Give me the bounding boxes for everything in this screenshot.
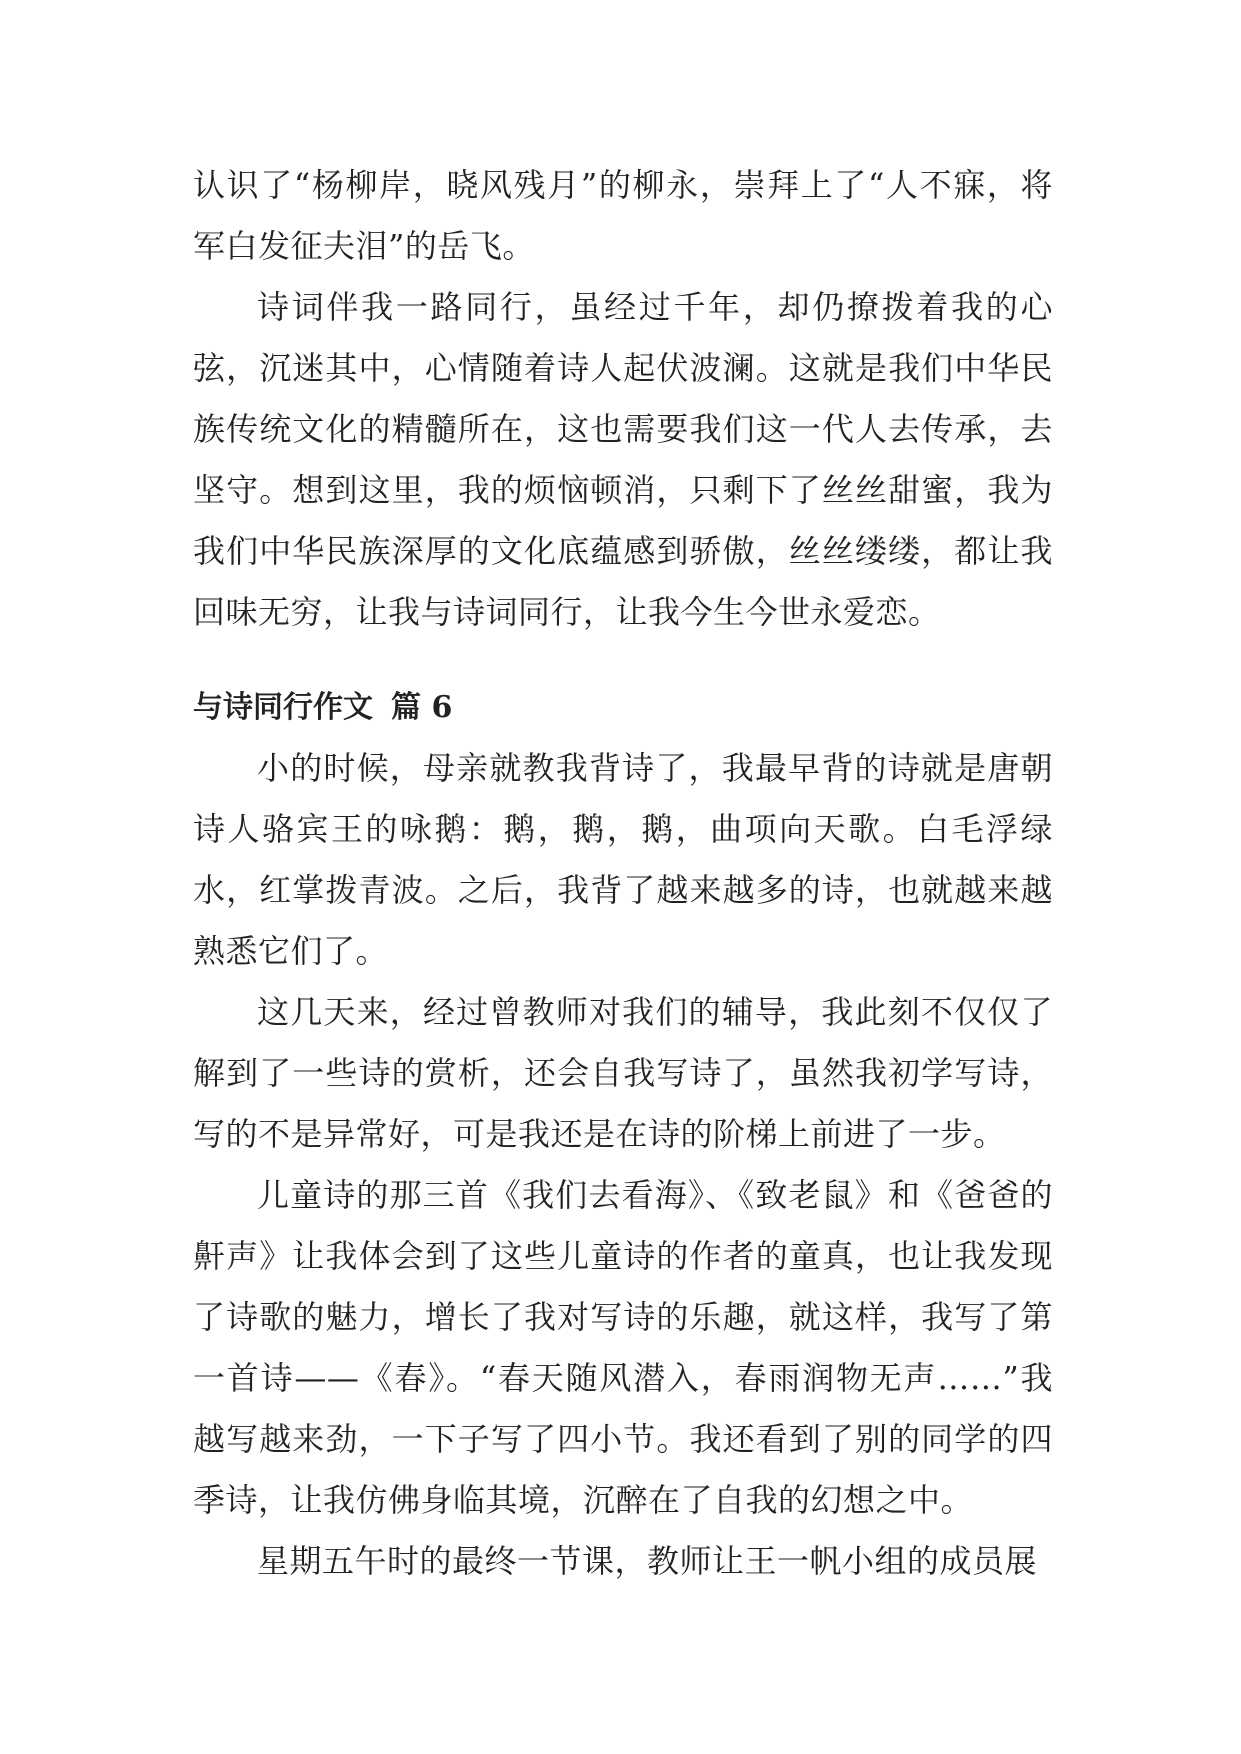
- paragraph: 儿童诗的那三首《我们去看海》、《致老鼠》和《爸爸的鼾声》让我体会到了这些儿童诗的作者的童真，也让我发现了诗歌的魅力，增长了我对写诗的乐趣，就这样，我写了第一首诗——《春》。“春天随风潜入，春雨润物无声……”我越写越来劲，一下子写了四小节。我还看到了别的同学的四季诗，让我仿佛身临其境，沉醉在了自我的幻想之中。: [193, 1176, 1053, 1519]
- paragraph-truncated: 星期五午时的最终一节课，教师让王一帆小组的成员展: [257, 1542, 1038, 1580]
- paragraph: 诗词伴我一路同行，虽经过千年，却仍撩拨着我的心弦，沉迷其中，心情随着诗人起伏波澜。这就是我们中华民族传统文化的精髓所在，这也需要我们这一代人去传承，去坚守。想到这里，我的烦恼顿消，只剩下了丝丝甜蜜，我为我们中华民族深厚的文化底蕴感到骄傲，丝丝缕缕，都让我回味无穷，让我与诗词同行，让我今生今世永爱恋。: [193, 288, 1053, 631]
- paragraph: 这几天来，经过曾教师对我们的辅导，我此刻不仅仅了解到了一些诗的赏析，还会自我写诗了，虽然我初学写诗，写的不是异常好，可是我还是在诗的阶梯上前进了一步。: [193, 993, 1053, 1153]
- section-heading: [193, 677, 1053, 738]
- document-body: [193, 155, 1053, 1592]
- section-number: 篇 6: [391, 690, 453, 725]
- paragraph-continued: 认识了“杨柳岸，晓风残月”的柳永，崇拜上了“人不寐，将军白发征夫泪”的岳飞。: [193, 166, 1053, 265]
- paragraph: 小的时候，母亲就教我背诗了，我最早背的诗就是唐朝诗人骆宾王的咏鹅：鹅，鹅，鹅，曲项向天歌。白毛浮绿水，红掌拨青波。之后，我背了越来越多的诗，也就越来越熟悉它们了。: [193, 749, 1053, 970]
- section-title: 与诗同行作文: [193, 690, 373, 725]
